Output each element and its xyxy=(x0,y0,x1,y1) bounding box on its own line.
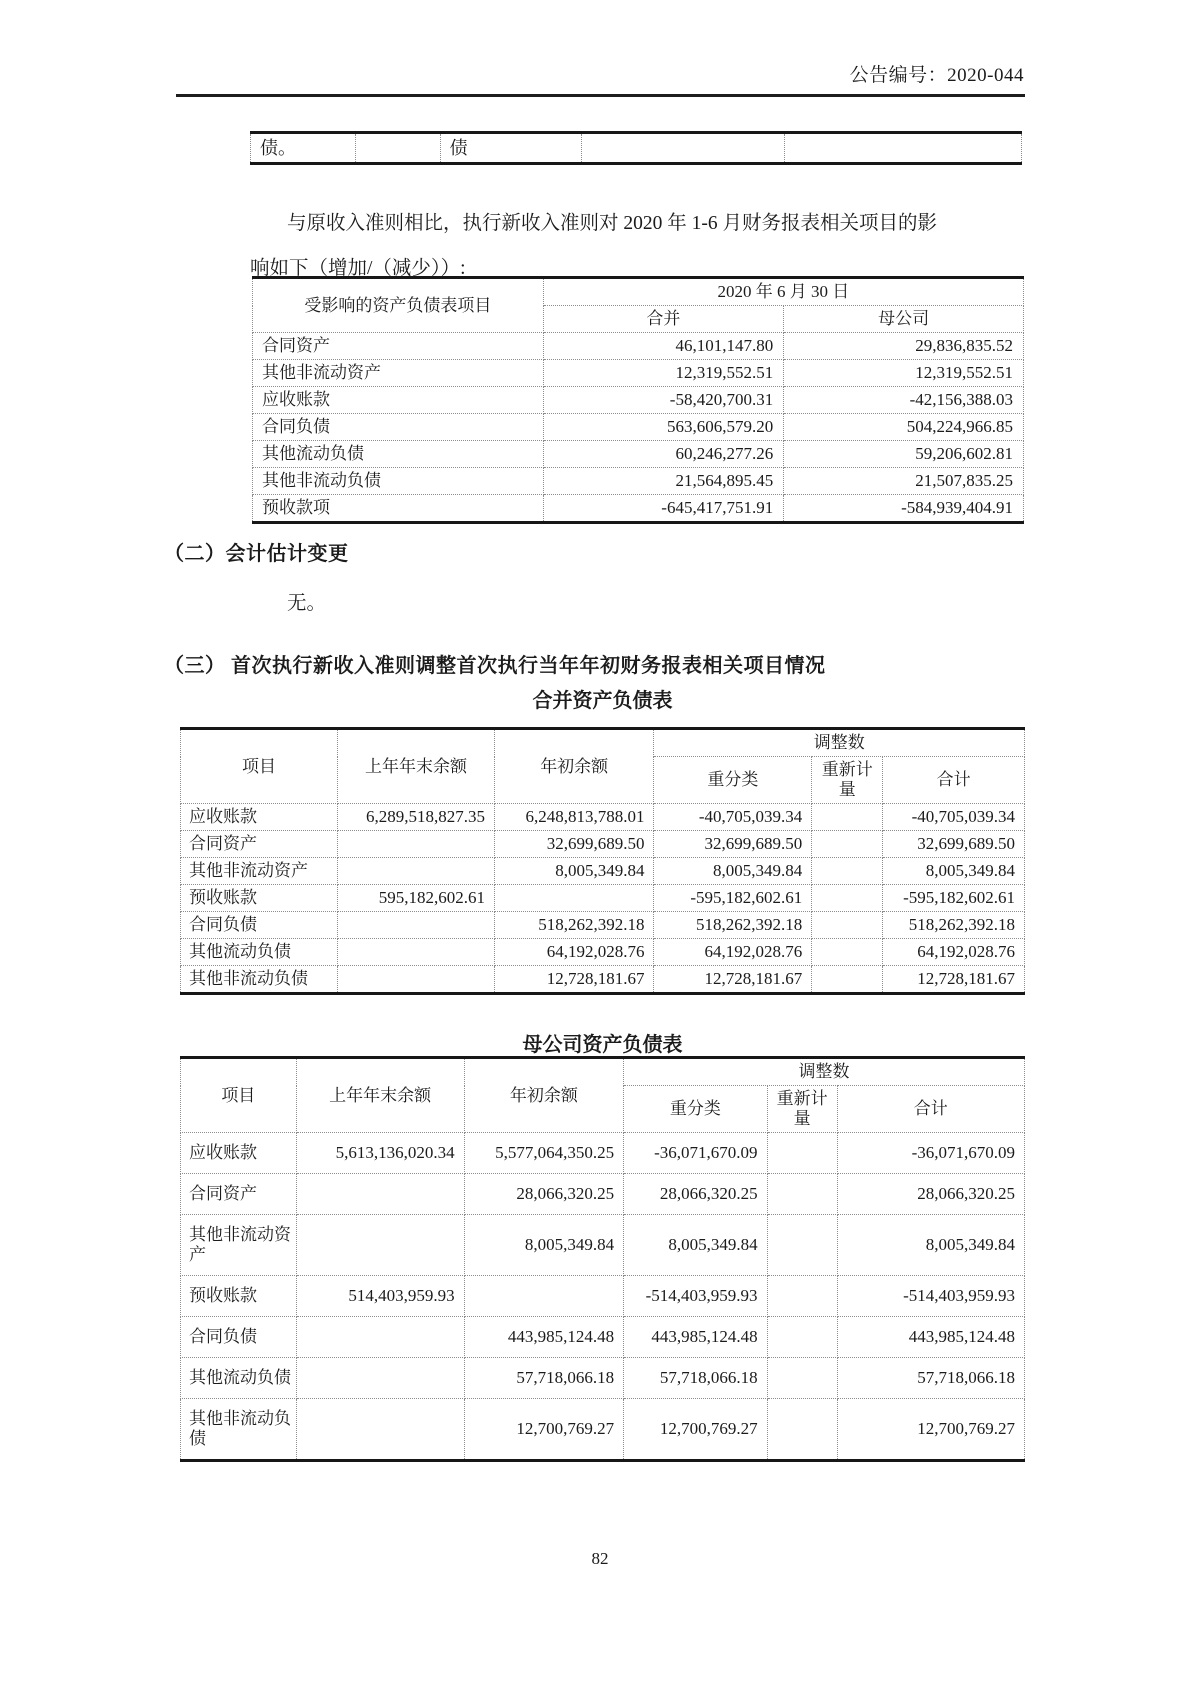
table-row xyxy=(181,1317,1025,1358)
page-number: 82 xyxy=(591,1549,609,1568)
col-header-total: 合计 xyxy=(837,1086,1024,1133)
table-row xyxy=(181,804,1025,831)
col-header-affected-item: 受影响的资产负债表项目 xyxy=(253,278,544,333)
table-row xyxy=(181,912,1025,939)
parent-table-container xyxy=(180,1056,1025,1462)
table-row xyxy=(253,333,1024,360)
table-cell: 合同资产 xyxy=(253,333,544,360)
parent-balance-sheet-table xyxy=(180,1056,1025,1462)
section-2-heading: （二）会计估计变更 xyxy=(164,543,349,565)
table-row xyxy=(181,1276,1025,1317)
col-header-date: 2020 年 6 月 30 日 xyxy=(543,278,1023,306)
impact-table-container xyxy=(252,276,1024,524)
table-cell: 32,699,689.50 xyxy=(883,831,1025,858)
table-cell: 合同资产 xyxy=(181,831,338,858)
table-cell: 5,577,064,350.25 xyxy=(464,1133,624,1174)
table-cell: -36,071,670.09 xyxy=(624,1133,767,1174)
table-cell: -36,071,670.09 xyxy=(837,1133,1024,1174)
col-header-prev-year-end: 上年年末余额 xyxy=(337,729,494,804)
consolidated-balance-sheet-table xyxy=(180,727,1025,995)
table-cell: 6,289,518,827.35 xyxy=(337,804,494,831)
table-cell: 债。 xyxy=(251,133,356,164)
table-cell xyxy=(296,1174,464,1215)
table-row xyxy=(251,133,1022,164)
table-cell: 12,700,769.27 xyxy=(837,1399,1024,1461)
table-row xyxy=(253,387,1024,414)
table-cell: 其他非流动资产 xyxy=(181,1215,297,1276)
table-row xyxy=(253,360,1024,387)
col-header-year-begin: 年初余额 xyxy=(464,1058,624,1133)
table-cell: 预收账款 xyxy=(181,1276,297,1317)
table-cell: -595,182,602.61 xyxy=(883,885,1025,912)
table-cell: 518,262,392.18 xyxy=(654,912,812,939)
table-row xyxy=(253,441,1024,468)
table-row xyxy=(181,966,1025,994)
table-cell: -58,420,700.31 xyxy=(543,387,784,414)
col-header-year-begin: 年初余额 xyxy=(494,729,654,804)
table-cell: 其他非流动资产 xyxy=(253,360,544,387)
table-cell: 其他流动负债 xyxy=(253,441,544,468)
table-cell xyxy=(337,858,494,885)
table-cell: -645,417,751.91 xyxy=(543,495,784,523)
table-cell: 12,728,181.67 xyxy=(494,966,654,994)
table-cell: -40,705,039.34 xyxy=(654,804,812,831)
table-cell: 57,718,066.18 xyxy=(624,1358,767,1399)
table-cell xyxy=(812,804,883,831)
table-cell xyxy=(494,885,654,912)
table-cell: 12,728,181.67 xyxy=(883,966,1025,994)
table-cell xyxy=(812,885,883,912)
table-cell: 443,985,124.48 xyxy=(464,1317,624,1358)
table-row xyxy=(181,1133,1025,1174)
cons-header-row-1 xyxy=(181,729,1025,757)
table-cell: 59,206,602.81 xyxy=(784,441,1024,468)
consolidated-table-container xyxy=(180,727,1025,995)
table-cell: 其他非流动负债 xyxy=(181,966,338,994)
section-3-heading: （三） 首次执行新收入准则调整首次执行当年年初财务报表相关项目情况 xyxy=(164,655,826,677)
table-cell xyxy=(464,1276,624,1317)
table-cell: 其他流动负债 xyxy=(181,939,338,966)
table-cell: 29,836,835.52 xyxy=(784,333,1024,360)
table-cell: 32,699,689.50 xyxy=(654,831,812,858)
table-cell xyxy=(767,1174,837,1215)
table-cell xyxy=(337,831,494,858)
table-cell: 12,700,769.27 xyxy=(624,1399,767,1461)
table-cell: 60,246,277.26 xyxy=(543,441,784,468)
table-cell: 595,182,602.61 xyxy=(337,885,494,912)
table-row xyxy=(181,831,1025,858)
table-cell: 合同负债 xyxy=(181,912,338,939)
table-cell: 12,728,181.67 xyxy=(654,966,812,994)
col-header-reclassification: 重分类 xyxy=(624,1086,767,1133)
col-header-reclassification: 重分类 xyxy=(654,757,812,804)
table-cell: 21,507,835.25 xyxy=(784,468,1024,495)
intro-line-2: 响如下（增加/（减少））: xyxy=(250,258,466,279)
table-cell xyxy=(812,912,883,939)
table-cell: 合同负债 xyxy=(253,414,544,441)
table-cell: -40,705,039.34 xyxy=(883,804,1025,831)
table-cell: 8,005,349.84 xyxy=(883,858,1025,885)
impact-table-header-row-1 xyxy=(253,278,1024,306)
table-cell: 预收账款 xyxy=(181,885,338,912)
table-cell xyxy=(767,1317,837,1358)
table-cell: 57,718,066.18 xyxy=(837,1358,1024,1399)
table-cell: 8,005,349.84 xyxy=(464,1215,624,1276)
table-cell xyxy=(581,133,785,164)
table-row xyxy=(181,885,1025,912)
table-row xyxy=(181,939,1025,966)
table-row xyxy=(253,468,1024,495)
table-cell: 21,564,895.45 xyxy=(543,468,784,495)
table-cell xyxy=(812,858,883,885)
table-cell xyxy=(337,912,494,939)
table-row xyxy=(181,1358,1025,1399)
col-header-adjustment: 调整数 xyxy=(654,729,1025,757)
table-cell: 57,718,066.18 xyxy=(464,1358,624,1399)
table-cell: -42,156,388.03 xyxy=(784,387,1024,414)
table-cell: 应收账款 xyxy=(253,387,544,414)
section-2-body: 无。 xyxy=(287,593,327,614)
table-cell: -595,182,602.61 xyxy=(654,885,812,912)
table-cell: 5,613,136,020.34 xyxy=(296,1133,464,1174)
table-cell xyxy=(767,1276,837,1317)
table-cell: 518,262,392.18 xyxy=(883,912,1025,939)
table-row xyxy=(181,1174,1025,1215)
table-cell: 债 xyxy=(440,133,581,164)
col-header-total: 合计 xyxy=(883,757,1025,804)
table-cell: 其他非流动资产 xyxy=(181,858,338,885)
table-cell: 64,192,028.76 xyxy=(883,939,1025,966)
table-row xyxy=(253,414,1024,441)
parent-header-row-1 xyxy=(181,1058,1025,1086)
header-divider xyxy=(176,94,1025,97)
table-cell xyxy=(767,1133,837,1174)
table-cell: 其他非流动负债 xyxy=(253,468,544,495)
table-cell xyxy=(812,939,883,966)
table-cell xyxy=(296,1358,464,1399)
table-cell xyxy=(812,831,883,858)
table-cell: 518,262,392.18 xyxy=(494,912,654,939)
col-header-remeasurement: 重新计量 xyxy=(812,757,883,804)
table-cell xyxy=(767,1358,837,1399)
table-cell xyxy=(296,1215,464,1276)
doc-number: 公告编号：2020-044 xyxy=(849,65,1024,86)
table-cell: 8,005,349.84 xyxy=(624,1215,767,1276)
fragment-table xyxy=(250,131,1022,165)
table-cell: 合同资产 xyxy=(181,1174,297,1215)
table-row xyxy=(253,495,1024,523)
table-cell: -514,403,959.93 xyxy=(624,1276,767,1317)
table-cell: 8,005,349.84 xyxy=(654,858,812,885)
table-cell xyxy=(337,939,494,966)
table-cell xyxy=(767,1399,837,1461)
col-header-item: 项目 xyxy=(181,729,338,804)
table-cell xyxy=(812,966,883,994)
table-cell: 443,985,124.48 xyxy=(837,1317,1024,1358)
table-cell: 其他非流动负债 xyxy=(181,1399,297,1461)
table-cell: 504,224,966.85 xyxy=(784,414,1024,441)
col-header-prev-year-end: 上年年末余额 xyxy=(296,1058,464,1133)
table-cell: 12,319,552.51 xyxy=(784,360,1024,387)
impact-table xyxy=(252,276,1024,524)
table-cell xyxy=(337,966,494,994)
table-cell: 其他流动负债 xyxy=(181,1358,297,1399)
table-cell: -584,939,404.91 xyxy=(784,495,1024,523)
table-cell: -514,403,959.93 xyxy=(837,1276,1024,1317)
table-cell: 6,248,813,788.01 xyxy=(494,804,654,831)
col-header-consolidated: 合并 xyxy=(543,306,784,333)
table-cell: 64,192,028.76 xyxy=(494,939,654,966)
table-cell: 32,699,689.50 xyxy=(494,831,654,858)
table-cell: 预收款项 xyxy=(253,495,544,523)
fragment-table-container xyxy=(250,131,1022,165)
table-cell: 28,066,320.25 xyxy=(624,1174,767,1215)
table-cell: 8,005,349.84 xyxy=(837,1215,1024,1276)
table-cell: 合同负债 xyxy=(181,1317,297,1358)
table-row xyxy=(181,1399,1025,1461)
table-cell: 12,700,769.27 xyxy=(464,1399,624,1461)
table-cell: 28,066,320.25 xyxy=(837,1174,1024,1215)
consolidated-table-title: 合并资产负债表 xyxy=(532,690,673,712)
table-cell: 514,403,959.93 xyxy=(296,1276,464,1317)
table-row xyxy=(181,858,1025,885)
table-cell: 应收账款 xyxy=(181,1133,297,1174)
table-cell xyxy=(767,1215,837,1276)
table-cell: 46,101,147.80 xyxy=(543,333,784,360)
table-cell xyxy=(296,1399,464,1461)
table-cell: 64,192,028.76 xyxy=(654,939,812,966)
col-header-item: 项目 xyxy=(181,1058,297,1133)
table-cell: 应收账款 xyxy=(181,804,338,831)
table-row xyxy=(181,1215,1025,1276)
table-cell: 28,066,320.25 xyxy=(464,1174,624,1215)
table-cell: 563,606,579.20 xyxy=(543,414,784,441)
table-cell: 443,985,124.48 xyxy=(624,1317,767,1358)
table-cell xyxy=(785,133,1022,164)
table-cell: 8,005,349.84 xyxy=(494,858,654,885)
table-cell xyxy=(296,1317,464,1358)
table-cell xyxy=(355,133,440,164)
table-cell: 12,319,552.51 xyxy=(543,360,784,387)
col-header-remeasurement: 重新计量 xyxy=(767,1086,837,1133)
col-header-parent: 母公司 xyxy=(784,306,1024,333)
parent-table-title: 母公司资产负债表 xyxy=(522,1034,683,1056)
intro-line-1: 与原收入准则相比，执行新收入准则对 2020 年 1-6 月财务报表相关项目的影 xyxy=(287,213,937,234)
col-header-adjustment: 调整数 xyxy=(624,1058,1025,1086)
